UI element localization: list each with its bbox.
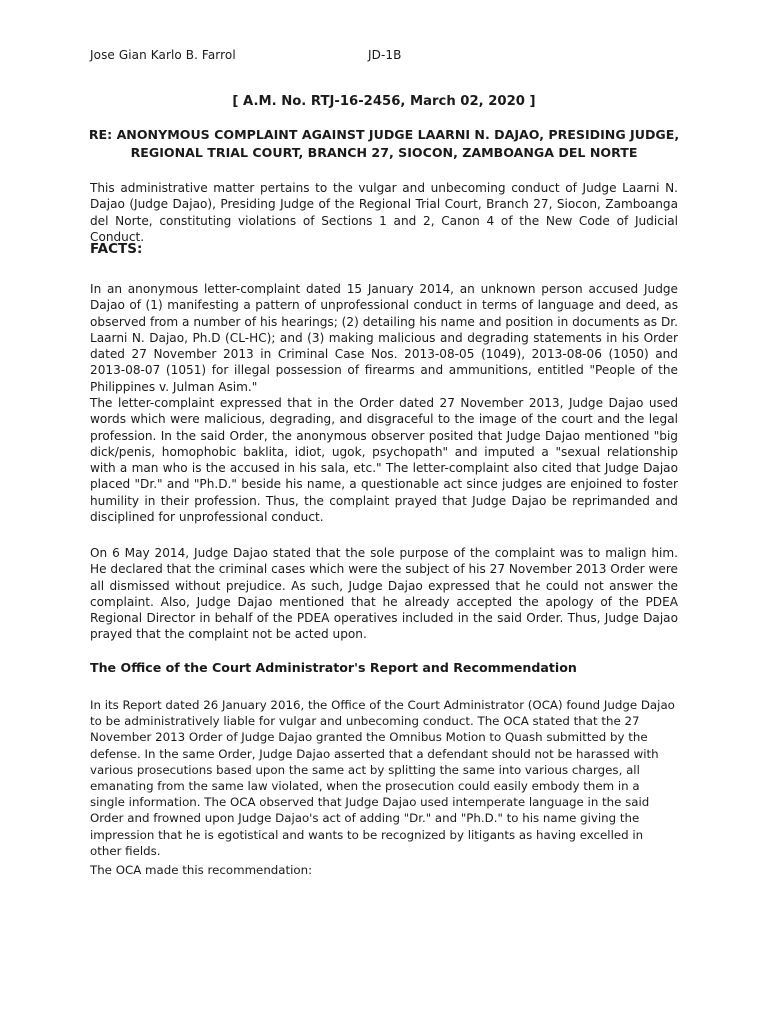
case-subject-line-2: REGIONAL TRIAL COURT, BRANCH 27, SIOCON, ZAMBOANGA DEL NORTE [130, 145, 638, 160]
case-subject-line-1: RE: ANONYMOUS COMPLAINT AGAINST JUDGE LAARNI N. DAJAO, PRESIDING JUDGE, [88, 127, 680, 142]
facts-heading: FACTS: [90, 241, 143, 257]
intro-paragraph: This administrative matter pertains to the vulgar and unbecoming conduct of Judge Laarni N. Dajao (Judge Dajao), Presiding Judge of the Regional Trial Court, Branch 27, Siocon, Zamboanga del Norte, constituting violations of Sections 1 and 2, Canon 4 of the New Code of Judicial Conduct. [90, 181, 678, 244]
author-name: Jose Gian Karlo B. Farrol [90, 48, 236, 62]
case-subject [86, 126, 682, 162]
case-citation: [ A.M. No. RTJ-16-2456, March 02, 2020 ] [232, 94, 536, 109]
oca-paragraph: In its Report dated 26 January 2016, the Office of the Court Administrator (OCA) found Judge Dajao to be administratively liable for vulgar and unbecoming conduct. The OCA stated that the 27 November 2013 Order of Judge Dajao granted the Omnibus Motion to Quash submitted by the defense. In the same Order, Judge Dajao asserted that a defendant should not be harassed with various prosecutions based upon the same act by splitting the same into various charges, all emanating from the same law violated, when the prosecution could easily embody them in a single information. The OCA observed that Judge Dajao used intemperate language in the said Order and frowned upon Judge Dajao's act of adding "Dr." and "Ph.D." to his name giving the impression that he is egotistical and wants to be recognized by litigants as having excelled in other fields. [90, 698, 675, 858]
facts-paragraph-3: On 6 May 2014, Judge Dajao stated that the sole purpose of the complaint was to malign him. He declared that the criminal cases which were the subject of his 27 November 2013 Order were all dismissed without prejudice. As such, Judge Dajao expressed that he could not answer the complaint. Also, Judge Dajao mentioned that he already accepted the apology of the PDEA Regional Director in behalf of the PDEA operatives included in the said Order. Thus, Judge Dajao prayed that the complaint not be acted upon. [90, 546, 678, 642]
oca-heading: The Office of the Court Administrator's Report and Recommendation [90, 660, 577, 675]
facts-paragraph-2: The letter-complaint expressed that in the Order dated 27 November 2013, Judge Dajao used words which were malicious, degrading, and disgraceful to the image of the court and the legal profession. In the said Order, the anonymous observer posited that Judge Dajao mentioned "big dick/penis, homophobic baklita, idiot, ugok, psychopath" and imputed a "sexual relationship with a man who is the accused in his sala, etc." The letter-complaint also cited that Judge Dajao placed "Dr." and "Ph.D." beside his name, a questionable act since judges are enjoined to foster humility in their profession. Thus, the complaint prayed that Judge Dajao be reprimanded and disciplined for unprofessional conduct. [90, 396, 678, 524]
oca-recommendation-line: The OCA made this recommendation: [90, 863, 313, 877]
facts-paragraph-1: In an anonymous letter-complaint dated 15 January 2014, an unknown person accused Judge Dajao of (1) manifesting a pattern of unprofessional conduct in terms of language and deed, as observed from a number of his hearings; (2) detailing his name and position in documents as Dr. Laarni N. Dajao, Ph.D (CL-HC); and (3) making malicious and degrading statements in his Order dated 27 November 2013 in Criminal Case Nos. 2013-08-05 (1049), 2013-08-06 (1050) and 2013-08-07 (1051) for illegal possession of firearms and ammunitions, entitled "People of the Philippines v. Julman Asim." [90, 282, 678, 394]
section-code: JD-1B [368, 48, 402, 62]
